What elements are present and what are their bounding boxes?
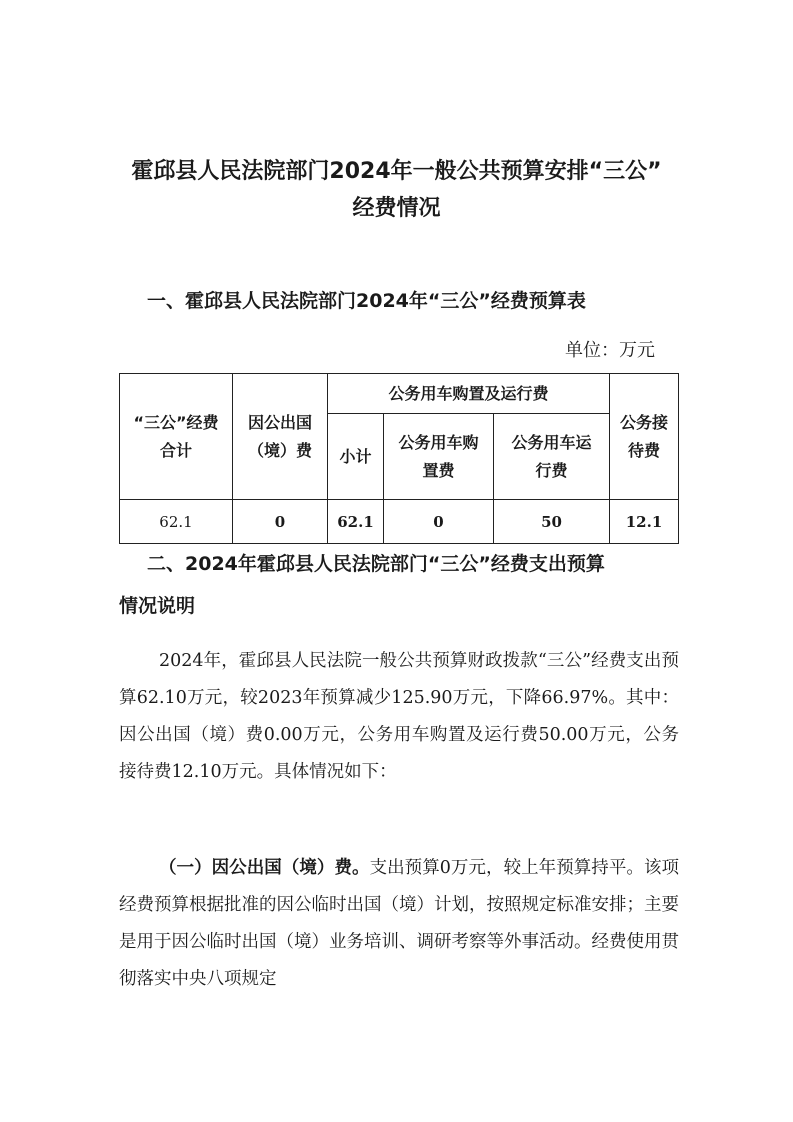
header-reception: 公务接待费 [610,374,679,500]
table-row [120,500,679,544]
header-total: “三公”经费合计 [120,374,233,500]
table-header-row [120,374,679,414]
value-operation: 50 [494,500,610,544]
paragraph-abroad-expense [119,850,679,998]
unit-label: 单位：万元 [565,340,655,361]
value-reception: 12.1 [610,500,679,544]
value-subtotal: 62.1 [328,500,384,544]
budget-table [119,373,679,544]
paragraph-abroad-body: 支出预算0万元，较上年预算持平。该项经费预算根据批准的因公临时出国（境）计划，按照规定标准安排；主要是用于因公临时出国（境）业务培训、调研考察等外事活动。经费使用贯彻落实中央八项规定 [119,858,679,989]
section2-heading: 二、2024年霍邱县人民法院部门“三公”经费支出预算 [147,553,605,575]
header-abroad: 因公出国（境）费 [233,374,328,500]
section1-heading: 一、霍邱县人民法院部门2024年“三公”经费预算表 [147,290,586,312]
header-subtotal: 小计 [328,414,384,500]
header-vehicle-group: 公务用车购置及运行费 [328,374,610,414]
document-title-line2: 经费情况 [352,196,441,221]
section2-heading-continued: 情况说明 [119,595,196,617]
value-abroad: 0 [233,500,328,544]
value-total: 62.1 [120,500,233,544]
header-vehicle-operation: 公务用车运行费 [494,414,610,500]
paragraph-abroad-lead: （一）因公出国（境）费。 [159,858,370,878]
document-title-line1: 霍邱县人民法院部门2024年一般公共预算安排“三公” [131,159,662,184]
paragraph-summary: 2024年，霍邱县人民法院一般公共预算财政拨款“三公”经费支出预算62.10万元，较2023年预算减少125.90万元，下降66.97%。其中：因公出国（境）费0.00万元，公务用车购置及运行费50.00万元，公务接待费12.10万元。具体情况如下： [119,651,679,782]
header-vehicle-purchase: 公务用车购置费 [384,414,494,500]
value-purchase: 0 [384,500,494,544]
